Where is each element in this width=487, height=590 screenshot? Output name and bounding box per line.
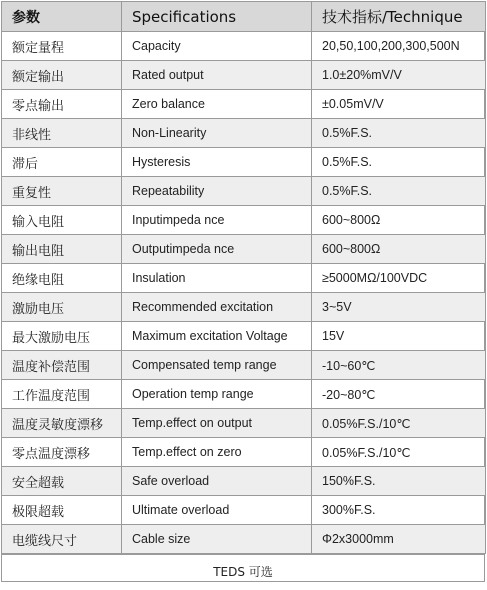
param-name-cn: 滞后 [2,148,122,177]
param-value: 1.0±20%mV/V [312,61,486,90]
param-value: 0.5%F.S. [312,119,486,148]
param-value: 0.05%F.S./10℃ [312,438,486,467]
param-name-cn: 输入电阻 [2,206,122,235]
param-name-cn: 非线性 [2,119,122,148]
param-value: 3~5V [312,293,486,322]
table-row [2,322,486,351]
table-row [2,32,486,61]
param-name-cn: 极限超载 [2,496,122,525]
param-name-cn: 零点输出 [2,90,122,119]
param-name-cn: 最大激励电压 [2,322,122,351]
table-row [2,119,486,148]
param-name-en: Temp.effect on output [122,409,312,438]
param-name-en: Ultimate overload [122,496,312,525]
table-row [2,409,486,438]
param-name-en: Repeatability [122,177,312,206]
param-name-en: Operation temp range [122,380,312,409]
param-value: 600~800Ω [312,235,486,264]
param-name-cn: 绝缘电阻 [2,264,122,293]
table-row [2,496,486,525]
param-value: 0.5%F.S. [312,148,486,177]
param-value: Φ2x3000mm [312,525,486,554]
param-value: 20,50,100,200,300,500N [312,32,486,61]
table-row [2,438,486,467]
param-name-en: Recommended excitation [122,293,312,322]
table-row [2,467,486,496]
param-name-cn: 温度补偿范围 [2,351,122,380]
param-value: -10~60℃ [312,351,486,380]
param-name-cn: 额定输出 [2,61,122,90]
table-row [2,235,486,264]
teds-option-note: TEDS 可选 [2,554,484,583]
param-name-en: Zero balance [122,90,312,119]
table-row [2,90,486,119]
table-row [2,351,486,380]
table-row [2,177,486,206]
header-row [2,2,486,32]
header-specifications: Specifications [122,2,312,32]
param-name-cn: 重复性 [2,177,122,206]
table-row [2,264,486,293]
param-name-cn: 安全超载 [2,467,122,496]
param-value: 600~800Ω [312,206,486,235]
param-value: -20~80℃ [312,380,486,409]
param-name-en: Maximum excitation Voltage [122,322,312,351]
param-name-cn: 额定量程 [2,32,122,61]
param-name-en: Inputimpeda nce [122,206,312,235]
param-value: 15V [312,322,486,351]
param-name-cn: 温度灵敏度漂移 [2,409,122,438]
param-name-en: Non-Linearity [122,119,312,148]
table-row [2,380,486,409]
param-name-en: Hysteresis [122,148,312,177]
param-name-cn: 工作温度范围 [2,380,122,409]
param-value: 0.5%F.S. [312,177,486,206]
spec-table [1,1,486,554]
param-name-cn: 零点温度漂移 [2,438,122,467]
table-row [2,525,486,554]
param-name-en: Cable size [122,525,312,554]
table-row [2,293,486,322]
param-name-en: Safe overload [122,467,312,496]
table-row [2,206,486,235]
spec-sheet [1,1,485,582]
param-name-en: Outputimpeda nce [122,235,312,264]
param-value: 150%F.S. [312,467,486,496]
param-value: ≥5000MΩ/100VDC [312,264,486,293]
param-value: 300%F.S. [312,496,486,525]
param-name-en: Capacity [122,32,312,61]
header-technique: 技术指标/Technique [312,2,486,32]
table-row [2,148,486,177]
header-param: 参数 [2,2,122,32]
param-name-cn: 激励电压 [2,293,122,322]
param-name-cn: 电缆线尺寸 [2,525,122,554]
param-name-en: Temp.effect on zero [122,438,312,467]
param-name-en: Rated output [122,61,312,90]
param-name-en: Insulation [122,264,312,293]
param-name-en: Compensated temp range [122,351,312,380]
table-row [2,61,486,90]
param-value: 0.05%F.S./10℃ [312,409,486,438]
param-name-cn: 输出电阻 [2,235,122,264]
param-value: ±0.05mV/V [312,90,486,119]
